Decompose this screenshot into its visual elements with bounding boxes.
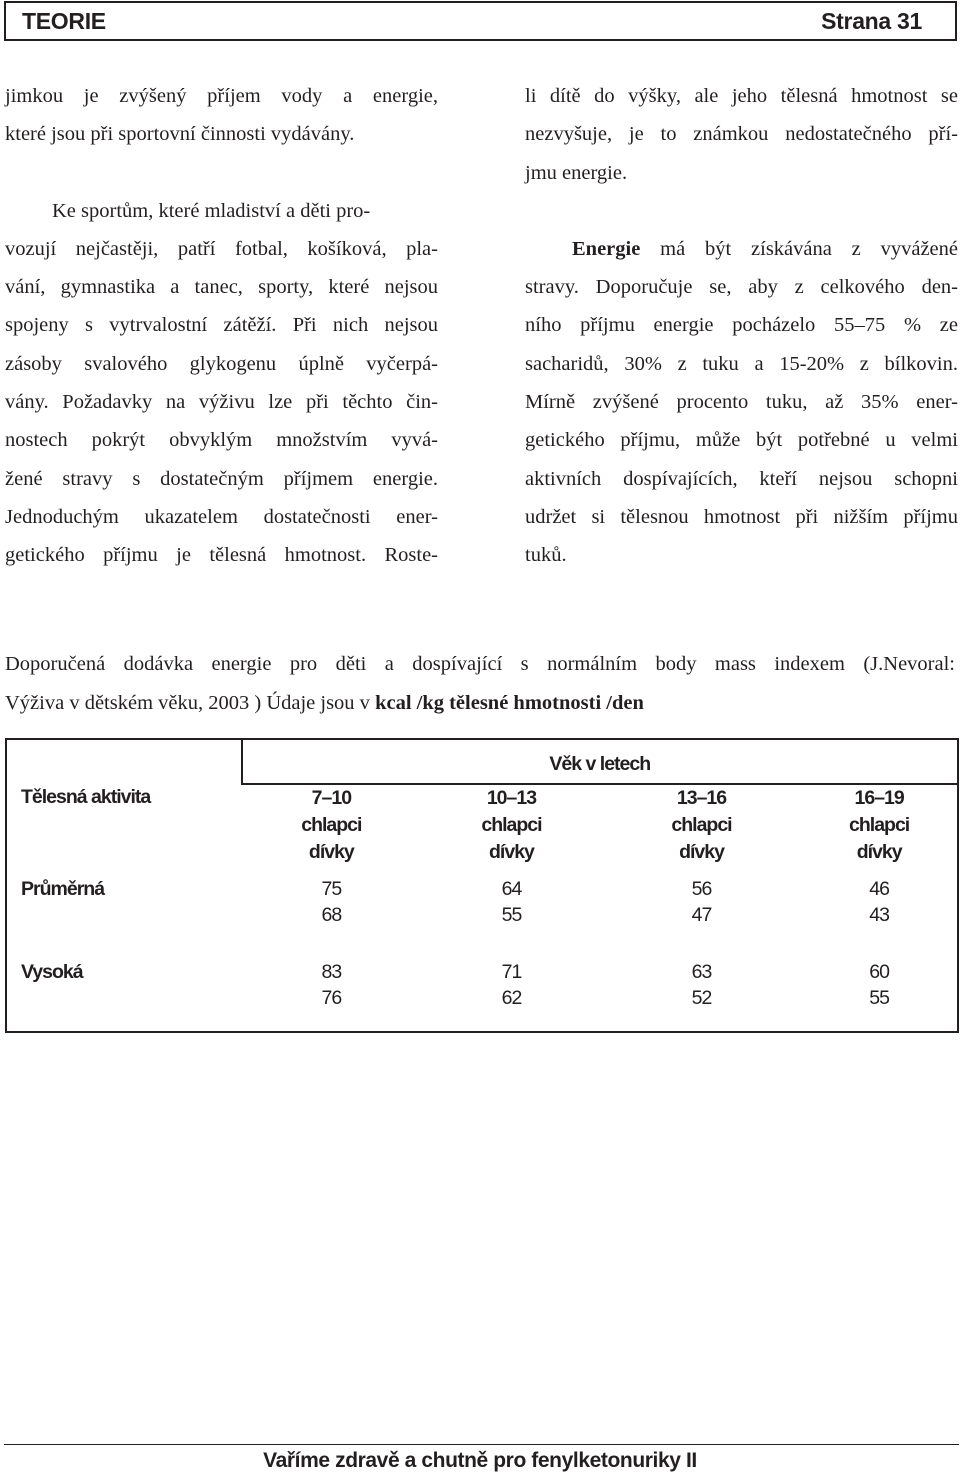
boys-label: chlapci bbox=[301, 814, 362, 837]
column-header-row bbox=[6, 784, 958, 870]
girls-label: dívky bbox=[679, 841, 724, 864]
paragraph-gap bbox=[5, 154, 438, 192]
text-line: Mírně zvýšené procento tuku, až 35% ener- bbox=[525, 391, 958, 414]
boys-value: 60 bbox=[869, 960, 889, 983]
value-cell bbox=[801, 955, 958, 1032]
text-line: vání, gymnastika a tanec, sporty, které nejsou bbox=[5, 276, 438, 299]
value-cell bbox=[801, 870, 958, 955]
caption-unit: kcal /kg tělesné hmotnosti /den bbox=[375, 691, 644, 714]
table-row bbox=[6, 870, 958, 955]
boys-label: chlapci bbox=[481, 814, 542, 837]
boys-value: 56 bbox=[691, 878, 712, 901]
age-group-label: 13–16 bbox=[676, 787, 727, 810]
boys-value: 75 bbox=[321, 878, 342, 901]
girls-value: 68 bbox=[321, 904, 342, 927]
text-line: vány. Požadavky na výživu lze při těchto čin- bbox=[5, 391, 438, 414]
text-line: Jednoduchým ukazatelem dostatečnosti ener- bbox=[5, 505, 438, 528]
girls-value: 52 bbox=[691, 986, 712, 1009]
table-row bbox=[6, 955, 958, 1032]
age-group-header bbox=[602, 784, 802, 870]
table-caption bbox=[5, 645, 955, 722]
page-number: Strana 31 bbox=[821, 7, 922, 34]
text-line: aktivních dospívajících, kteří nejsou schopni bbox=[525, 467, 958, 490]
age-group-label: 10–13 bbox=[486, 787, 537, 810]
section-title: TEORIE bbox=[22, 7, 106, 34]
value-cell bbox=[602, 870, 802, 955]
caption-line bbox=[5, 684, 955, 723]
age-group-label: 7–10 bbox=[311, 787, 352, 810]
boys-value: 64 bbox=[501, 878, 522, 901]
text-line: li dítě do výšky, ale jeho tělesná hmotnost se bbox=[525, 85, 958, 107]
boys-value: 71 bbox=[501, 960, 522, 983]
text-line: zásoby svalového glykogenu úplně vyčerpá- bbox=[5, 352, 438, 375]
caption-line: Doporučená dodávka energie pro děti a dospívající s normálním body mass indexem (J.Nevoral: bbox=[5, 653, 955, 675]
boys-value: 83 bbox=[321, 960, 342, 983]
text-line: jmu energie. bbox=[525, 161, 628, 184]
text-line: udržet si tělesnou hmotnost při nižším příjmu bbox=[525, 505, 958, 528]
value-cell bbox=[602, 955, 802, 1032]
age-header-row bbox=[6, 739, 958, 784]
age-group-header bbox=[421, 784, 602, 870]
activity-label: Průměrná bbox=[21, 878, 105, 901]
text-line: spojeny s vytrvalostní zátěží. Při nich nejsou bbox=[5, 314, 438, 337]
left-column bbox=[5, 77, 438, 575]
activity-header: Tělesná aktivita bbox=[21, 786, 151, 809]
girls-value: 47 bbox=[691, 904, 712, 927]
page-header bbox=[4, 1, 957, 41]
text-line: nostech pokrýt obvyklým množstvím vyvá- bbox=[5, 429, 438, 452]
text-line bbox=[525, 230, 958, 268]
age-group-label: 16–19 bbox=[854, 787, 904, 810]
girls-value: 55 bbox=[501, 904, 522, 927]
footer-title: Vaříme zdravě a chutně pro fenylketonuriky II bbox=[263, 1449, 697, 1472]
age-group-header bbox=[242, 784, 422, 870]
girls-label: dívky bbox=[489, 841, 534, 864]
girls-value: 62 bbox=[501, 986, 522, 1009]
boys-value: 46 bbox=[869, 878, 889, 901]
text-line: ního příjmu energie pocházelo 55–75 % ze bbox=[525, 314, 958, 337]
footer-divider bbox=[4, 1444, 959, 1445]
value-cell bbox=[421, 870, 602, 955]
girls-value: 76 bbox=[321, 986, 342, 1009]
girls-value: 55 bbox=[869, 986, 889, 1009]
value-cell bbox=[421, 955, 602, 1032]
value-cell bbox=[242, 955, 422, 1032]
text-run: má být získávána z vyvážené bbox=[640, 237, 958, 260]
caption-text: Výživa v dětském věku, 2003 ) Údaje jsou v bbox=[5, 691, 376, 714]
age-header: Věk v letech bbox=[242, 739, 958, 784]
text-line: getického příjmu, může být potřebné u velmi bbox=[525, 429, 958, 452]
text-line: nezvyšuje, je to známkou nedostatečného pří- bbox=[525, 123, 958, 146]
text-line: sacharidů, 30% z tuku a 15-20% z bílkovin. bbox=[525, 352, 958, 375]
age-group-header bbox=[801, 784, 958, 870]
text-line: tuků. bbox=[525, 544, 567, 567]
energy-table bbox=[5, 738, 959, 1033]
text-line: které jsou při sportovní činnosti vydávány. bbox=[5, 123, 355, 146]
activity-label: Vysoká bbox=[21, 960, 83, 983]
text-line: Ke sportům, které mladiství a děti pro- bbox=[52, 199, 371, 222]
text-line: žené stravy s dostatečným příjmem energie. bbox=[5, 467, 438, 490]
paragraph-gap bbox=[525, 192, 958, 230]
boys-value: 63 bbox=[691, 960, 712, 983]
boys-label: chlapci bbox=[849, 814, 910, 837]
girls-label: dívky bbox=[308, 841, 354, 864]
text-line: getického příjmu je tělesná hmotnost. Roste- bbox=[5, 544, 438, 567]
right-column bbox=[525, 77, 958, 575]
text-line: jimkou je zvýšený příjem vody a energie, bbox=[5, 85, 438, 107]
girls-label: dívky bbox=[856, 841, 902, 864]
value-cell bbox=[242, 870, 422, 955]
empty-corner-cell bbox=[6, 739, 242, 784]
girls-value: 43 bbox=[869, 904, 889, 927]
text-line: vozují nejčastěji, patří fotbal, košíková, pla- bbox=[5, 237, 438, 260]
emphasis-energie: Energie bbox=[572, 237, 641, 260]
boys-label: chlapci bbox=[671, 814, 732, 837]
text-line: stravy. Doporučuje se, aby z celkového den- bbox=[525, 276, 958, 299]
